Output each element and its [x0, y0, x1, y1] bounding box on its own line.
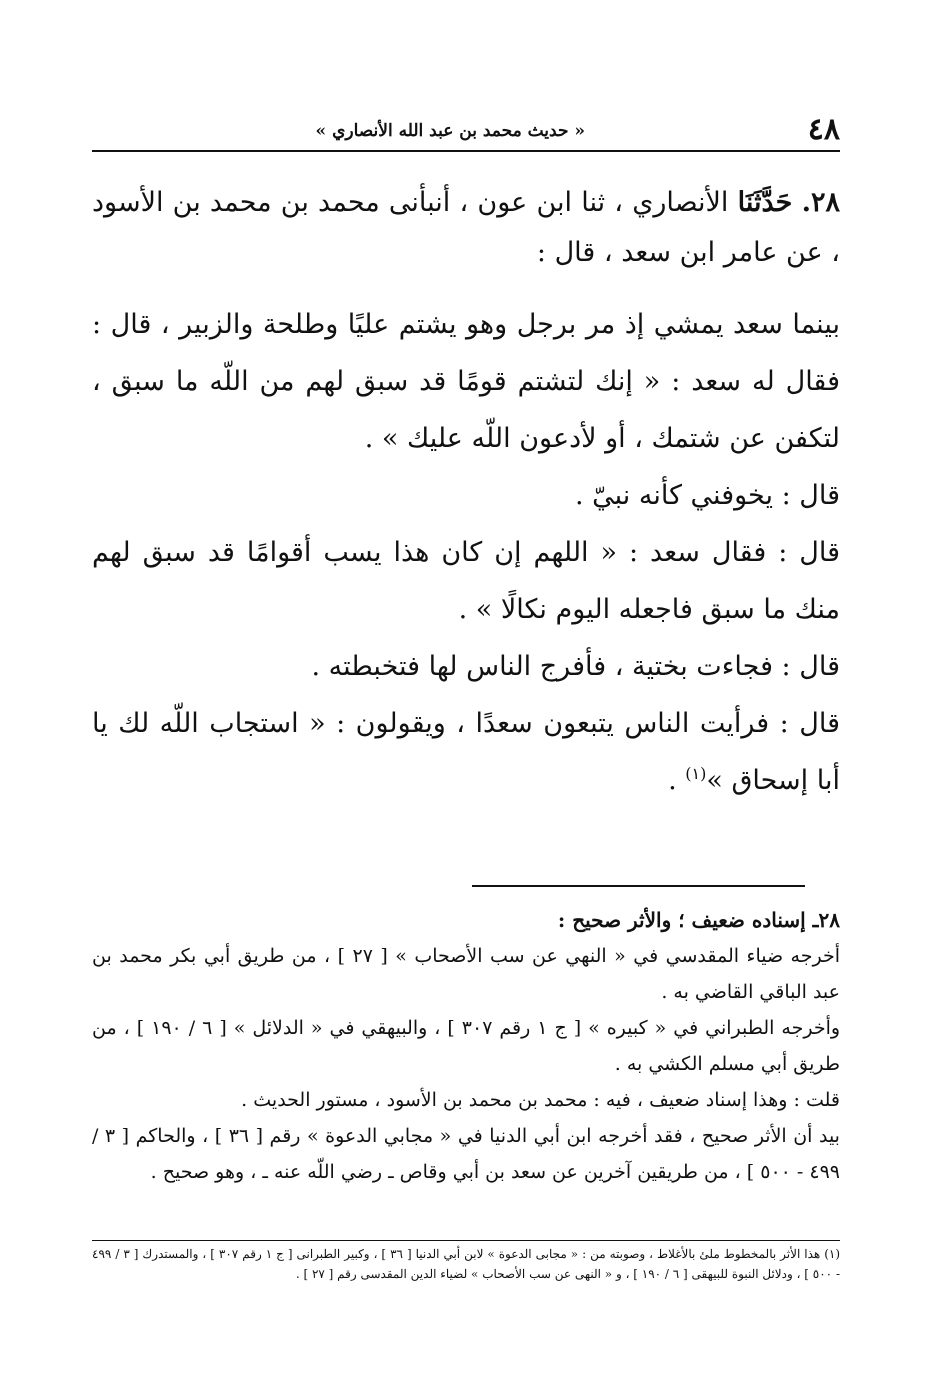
takhrij-paragraph: وأخرجه الطبراني في « كبيره » [ ج ١ رقم ٣٠٧ ] ، والبيهقي في « الدلائل » [ ٦ / ١٩٠ ] ، من طريق أبي مسلم الكشي به .	[92, 1017, 841, 1075]
page-header	[92, 112, 840, 152]
footnote-divider	[92, 1240, 840, 1241]
takhrij-paragraph: أخرجه ضياء المقدسي في « النهي عن سب الأصحاب » [ ٢٧ ] ، من طريق أبي بكر محمد بن عبد الباقي القاضي به .	[92, 945, 840, 1003]
tahdith-word: حَدَّثَنَا	[737, 187, 793, 218]
takhrij-section	[92, 902, 840, 1190]
page-number: ٤٨	[807, 112, 840, 147]
footnote-text: (١) هذا الأثر بالمخطوط ملئ بالأغلاط ، وصوبته من : « مجابى الدعوة » لابن أبي الدنيا [ ٣٦ ] ، وكبير الطبرانى [ ج ١ رقم ٣٠٧ ] ، والمستدرك [ ٣ / ٤٩٩ - ٥٠٠ ] ، ودلائل النبوة للبيهقى [ ٦ / ١٩٠ ] ، و « النهى عن سب الأصحاب » لضياء الدين المقدسى رقم [ ٢٧ ] .	[92, 1247, 841, 1281]
matn-paragraph-last	[92, 695, 840, 809]
takhrij-paragraph: بيد أن الأثر صحيح ، فقد أخرجه ابن أبي الدنيا في « مجابي الدعوة » رقم [ ٣٦ ] ، والحاكم [ ٣ / ٤٩٩ - ٥٠٠ ] ، من طريقين آخرين عن سعد بن أبي وقاص ـ رضي اللّه عنه ـ ، وهو صحيح .	[92, 1125, 840, 1183]
matn-paragraph: قال : يخوفني كأنه نبيّ .	[574, 480, 840, 511]
isnad-paragraph	[92, 178, 840, 278]
isnad-text: الأنصاري ، ثنا ابن عون ، أنبأنى محمد بن محمد بن الأسود ، عن عامر ابن سعد ، قال :	[92, 187, 840, 268]
running-title: « حديث محمد بن عبد الله الأنصاري »	[315, 121, 585, 141]
footnote-marker: (١)	[685, 764, 707, 783]
footnote-section	[92, 1244, 840, 1284]
matn-paragraph: بينما سعد يمشي إذ مر برجل وهو يشتم عليًا وطلحة والزبير ، قال : فقال له سعد : « إنك لتشتم قومًا قد سبق لهم من اللّه ما سبق ، لتكفن عن شتمك ، أو لأدعون اللّه عليك » .	[92, 309, 840, 454]
matn-text: قال : فرأيت الناس يتبعون سعدًا ، ويقولون : « استجاب اللّه لك يا أبا إسحاق »	[92, 708, 840, 796]
closing-period: .	[668, 765, 686, 796]
takhrij-paragraph: قلت : وهذا إسناد ضعيف ، فيه : محمد بن محمد بن الأسود ، مستور الحديث .	[241, 1089, 840, 1111]
matn-paragraph: قال : فجاءت بختية ، فأفرج الناس لها فتخبطته .	[311, 651, 840, 682]
hadith-isnad	[92, 178, 840, 278]
hadith-matn	[92, 296, 840, 809]
matn-paragraph: قال : فقال سعد : « اللهم إن كان هذا يسب أقوامًا قد سبق لهم منك ما سبق فاجعله اليوم نكالًا » .	[92, 537, 840, 625]
takhrij-verdict: ٢٨ـ إسناده ضعيف ؛ والأثر صحيح :	[557, 908, 840, 932]
hadith-number: ٢٨.	[801, 187, 840, 218]
section-divider	[472, 885, 805, 887]
